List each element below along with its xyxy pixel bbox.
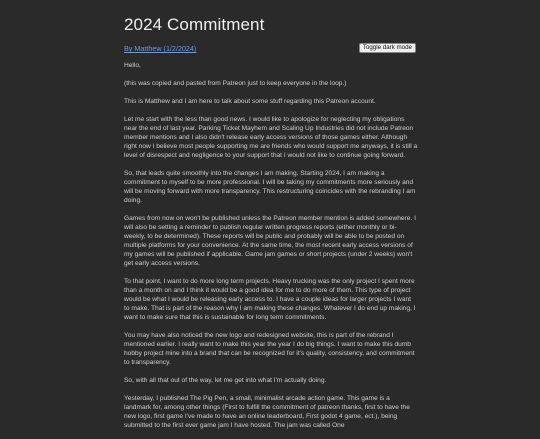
paragraph-intro: This is Matthew and I am here to talk about some stuff regarding this Patreon account. bbox=[124, 98, 376, 105]
toggle-dark-mode-button[interactable]: Toggle dark mode bbox=[359, 43, 416, 53]
paragraph-publishing-policy: Games from now on won't be published unless the Patreon member mention is added somewhere. I will also be setting a reminder to publish regular written progress reports (either monthly or bi-weekly, to be determined). These reports will be public and probably will be able to be posted on multiple platforms for your convenience. At the same time, the most recent early access versions of my games will be published if applicable. Game jam games or short projects (under 2 weeks) won't get early access versions. bbox=[124, 215, 416, 267]
article-body bbox=[124, 61, 418, 439]
page-title: 2024 Commitment bbox=[124, 15, 265, 34]
author-date-link[interactable]: By Matthew (1/2/2024) bbox=[124, 44, 197, 53]
paragraph-apology: Let me start with the less than good news. I would like to apologize for neglecting my obligations near the end of last year. Parking Ticket Mayhem and Scaling Up Industries did not include Patreon member mentions and I also didn't release early access versions of those games either. Although right now I believe most people supporting me are friends who would support me anyways, it is still a level of disrespect and negligence to your support that I would not like to continue going forward. bbox=[124, 116, 418, 159]
paragraph-copy-note: (this was copied and pasted from Patreon just to keep everyone in the loop.) bbox=[124, 80, 347, 87]
paragraph-long-term-projects: To that point, I want to do more long term projects. Heavy trucking was the only project I spent more than a month on and I think it would be a good idea for me to do more of them. This type of project would be what I would be releasing early access to. I have a couple ideas for larger projects I want to make. That is part of the reason why I am making these changes. Whatever I do end up making, I want to make sure that this is sustainable for long term commitments. bbox=[124, 278, 416, 321]
paragraph-transition: So, with all that out of the way, let me get into what I'm actually doing. bbox=[124, 377, 327, 384]
paragraph-greeting: Hello, bbox=[124, 62, 141, 69]
paragraph-changes: So, that leads quite smoothly into the changes I am making. Starting 2024, I am making a commitment to myself to be more professional. I will be taking my commitments more seriously and will be moving forward with more transparency. This restructuring coincides with the rebranding I am doing. bbox=[124, 170, 416, 204]
byline-row bbox=[124, 44, 416, 54]
paragraph-pig-pen: Yesterday, I published The Pig Pen, a small, minimalist arcade action game. This game is a landmark for, among other things (First to fulfill the commitment of patreon thanks, first to have the new logo, first game I've made to have an online leaderboard, First godot 4 game, ect.), being submitted to the first ever game jam I have hosted. The jam was called One bbox=[124, 395, 410, 429]
paragraph-rebrand: You may have also noticed the new logo and redesigned website, this is part of the rebrand I mentioned earlier. I really want to make this year the year I do big things. I want to make this dumb hobby project mine into a brand that can be recognized for it's quality, consistency, and commitment to transparency. bbox=[124, 332, 415, 366]
